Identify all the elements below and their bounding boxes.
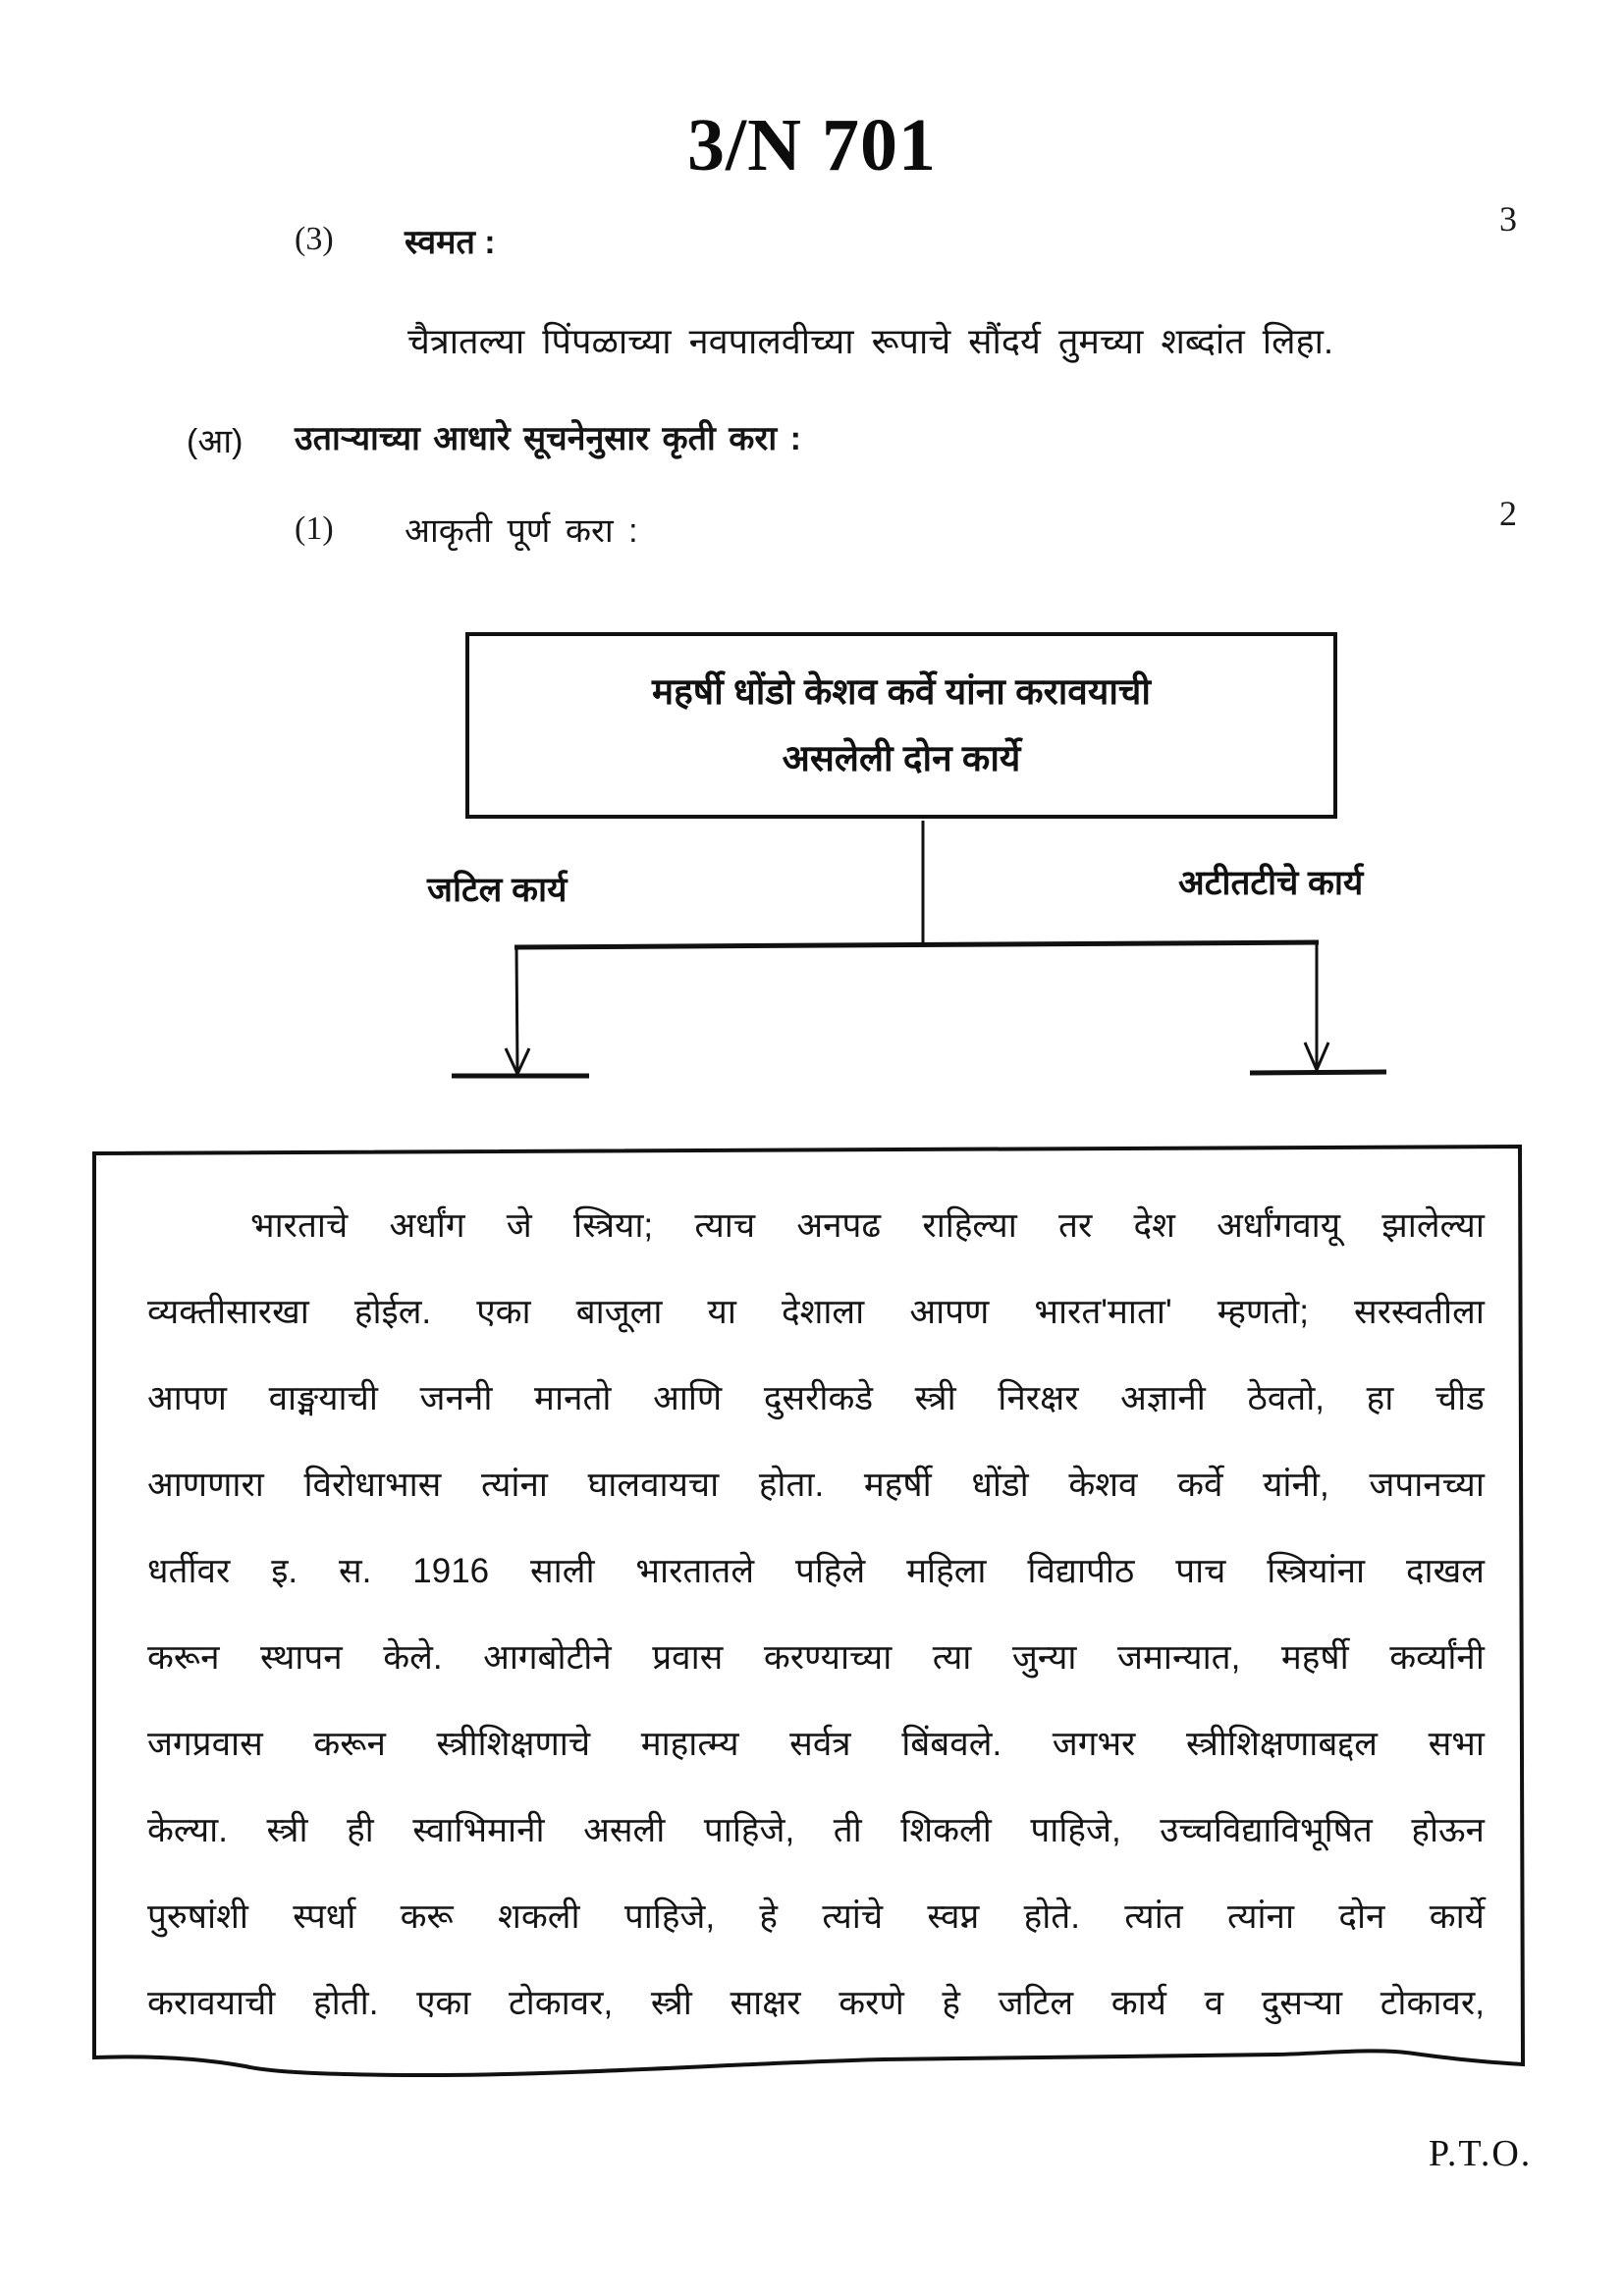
- passage-line: केल्या. स्त्री ही स्वाभिमानी असली पाहिजे, ती शिकली पाहिजे, उच्चविद्याविभूषित होऊन: [147, 1811, 1485, 1849]
- passage-line: पुरुषांशी स्पर्धा करू शकली पाहिजे, हे त्यांचे स्वप्न होते. त्यांत त्यांना दोन कार्ये: [147, 1897, 1485, 1936]
- passage-line: आणणारा विरोधाभास त्यांना घालवायचा होता. महर्षी धोंडो केशव कर्वे यांनी, जपानच्या: [147, 1466, 1485, 1504]
- passage-line: भारताचे अर्धांग जे स्त्रिया; त्याच अनपढ राहिल्या तर देश अर्धांगवायू झालेल्या: [250, 1206, 1485, 1245]
- question-3-marks: 3: [1499, 199, 1517, 239]
- question-3-prompt: चैत्रातल्या पिंपळाच्या नवपालवीच्या रूपाचे सौंदर्य तुमच्या शब्दांत लिहा.: [407, 321, 1333, 361]
- diagram-branch-line: [514, 942, 1319, 947]
- section-aa-number: (आ): [187, 423, 244, 460]
- question-1-number: (1): [295, 510, 334, 547]
- passage-line: धर्तीवर इ. स. 1916 साली भारतातले पहिले महिला विद्यापीठ पाच स्त्रियांना दाखल: [147, 1552, 1485, 1590]
- passage: [147, 1183, 1485, 2047]
- section-aa-title: उताऱ्याच्या आधारे सूचनेनुसार कृती करा :: [295, 420, 801, 457]
- diagram-box-line-1: महर्षी धोंडो केशव कर्वे यांना करावयाची: [652, 671, 1151, 712]
- question-1-title: आकृती पूर्ण करा :: [405, 512, 638, 550]
- passage-line: आपण वाङ्मयाची जननी मानतो आणि दुसरीकडे स्त्री निरक्षर अज्ञानी ठेवतो, हा चीड: [147, 1379, 1485, 1417]
- arrow-down-icon: [1305, 1042, 1328, 1070]
- question-3-title: स्वमत :: [405, 224, 496, 261]
- diagram-right-label: अटीतटीचे कार्य: [1178, 864, 1364, 902]
- question-3-number: (3): [295, 221, 334, 257]
- diagram-main-box: [465, 632, 1337, 819]
- diagram-left-drop: [516, 947, 517, 1072]
- page-turn-over-note: P.T.O.: [1429, 2133, 1533, 2174]
- diagram-box-line-2: असलेली दोन कार्ये: [782, 738, 1021, 778]
- passage-line: जगप्रवास करून स्त्रीशिक्षणाचे माहात्म्य सर्वत्र बिंबवले. जगभर स्त्रीशिक्षणाबद्दल सभा: [147, 1725, 1485, 1763]
- passage-line: व्यक्तीसारखा होईल. एका बाजूला या देशाला आपण भारत'माता' म्हणतो; सरस्वतीला: [147, 1293, 1485, 1331]
- arrow-down-icon: [506, 1048, 529, 1074]
- question-1-marks: 2: [1499, 494, 1517, 533]
- passage-line: करून स्थापन केले. आगबोटीने प्रवास करण्याच्या त्या जुन्या जमान्यात, महर्षी कर्व्यांनी: [147, 1638, 1485, 1677]
- paper-code: 3/N 701: [687, 104, 937, 187]
- diagram-right-answer-blank: [1250, 1072, 1386, 1073]
- diagram-left-label: जटिल कार्य: [427, 871, 568, 909]
- passage-line: करावयाची होती. एका टोकावर, स्त्री साक्षर करणे हे जटिल कार्य व दुसऱ्या टोकावर,: [147, 1984, 1485, 2022]
